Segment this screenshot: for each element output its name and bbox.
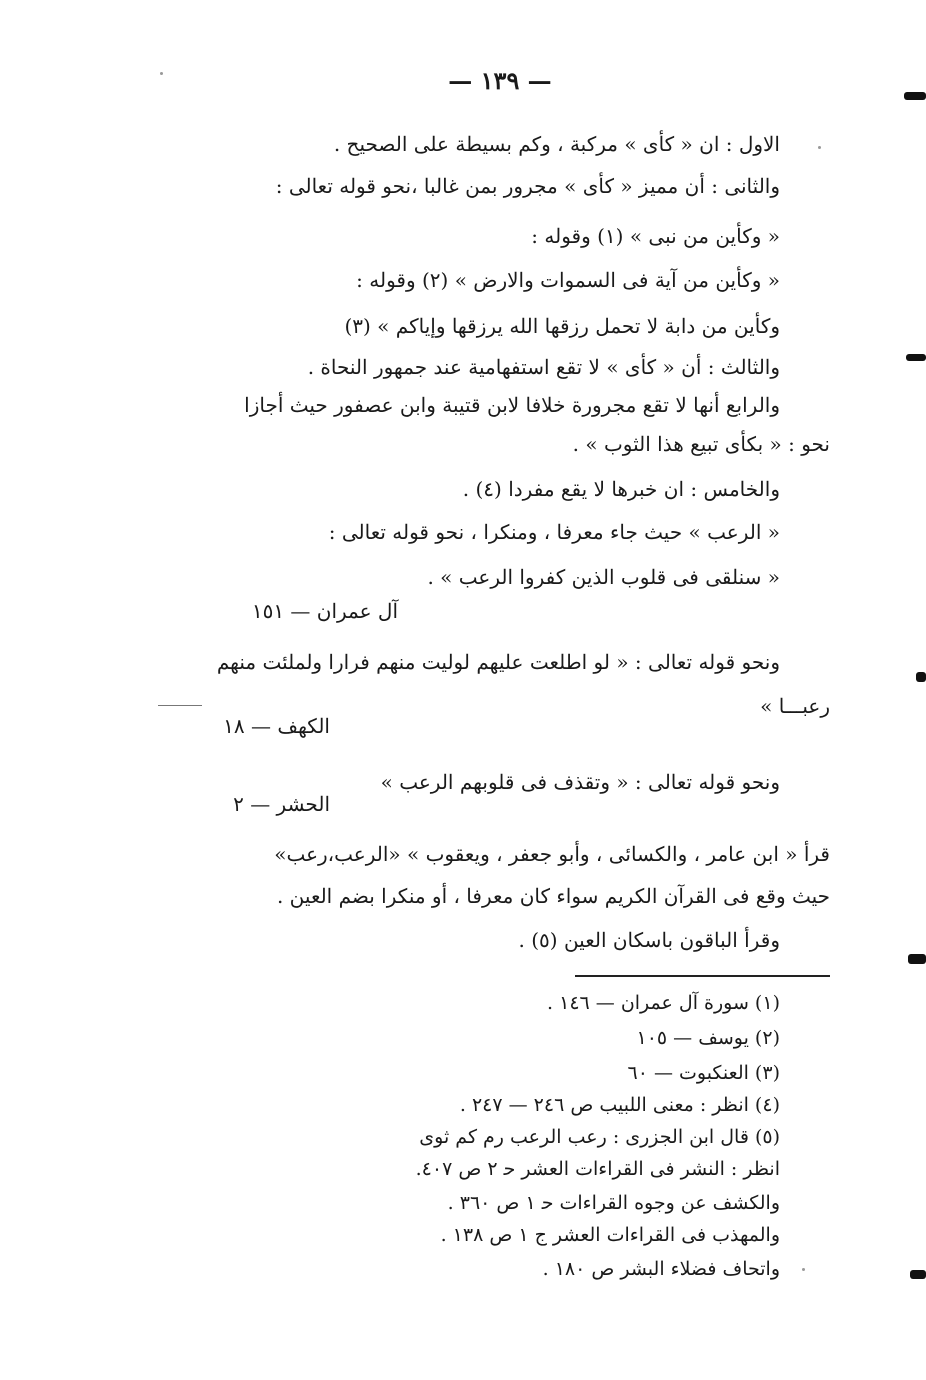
binding-mark <box>910 1270 926 1279</box>
surah-reference: آل عمران — ١٥١ <box>251 599 398 623</box>
scan-speck <box>160 72 163 75</box>
footnote: والكشف عن وجوه القراءات ﺣ ١ ص ٣٦٠ . <box>447 1192 780 1214</box>
body-line: حيث وقع فى القرآن الكريم سواء كان معرفا ، أو منكرا بضم العين . <box>276 884 830 908</box>
footnote: (٤) انظر : معنى اللبيب ص ٢٤٦ — ٢٤٧ . <box>459 1094 780 1116</box>
surah-reference: الحشر — ٢ <box>233 792 330 816</box>
body-line: « وكأين من نبى » (١) وقوله : <box>531 224 780 248</box>
footnote: (٢) يوسف — ١٠٥ <box>636 1027 780 1049</box>
binding-mark <box>904 92 926 100</box>
footnote: (٣) العنكبوت — ٦٠ <box>627 1062 780 1084</box>
body-line: قرأ « ابن عامر ، والكسائى ، وأبو جعفر ، ويعقوب » «الرعب،رعب» <box>274 842 830 866</box>
body-line: والخامس : ان خبرها لا يقع مفردا (٤) . <box>462 477 780 501</box>
scan-line <box>158 705 202 706</box>
page-number: — ١٣٩ — <box>448 66 552 95</box>
body-line: وكأين من دابة لا تحمل رزقها الله يرزقها وإياكم » (٣) <box>344 314 780 338</box>
body-line: « وكأين من آية فى السموات والارض » (٢) وقوله : <box>356 268 780 292</box>
footnote: واتحاف فضلاء البشر ص ١٨٠ . <box>542 1258 780 1280</box>
body-line: والرابع أنها لا تقع مجرورة خلافا لابن قتيبة وابن عصفور حيث أجازا <box>244 393 780 417</box>
body-line: رعبـــا » <box>760 694 830 718</box>
body-line: « سنلقى فى قلوب الذين كفروا الرعب » . <box>427 565 780 589</box>
body-line: والثانى : أن مميز « كأى » مجرور بمن غالبا ،نحو قوله تعالى : <box>275 174 780 198</box>
body-line: والثالث : أن « كأى » لا تقع استفهامية عند جمهور النحاة . <box>307 355 780 379</box>
footnote: والمهذب فى القراءات العشر ج ١ ص ١٣٨ . <box>440 1224 780 1246</box>
binding-mark <box>916 672 926 682</box>
body-line: ونحو قوله تعالى : « لو اطلعت عليهم لوليت منهم فرارا ولملئت منهم <box>216 650 780 674</box>
binding-mark <box>906 354 926 361</box>
footnote: (٥) قال ابن الجزرى : رعب الرعب رم كم ثوى <box>419 1126 780 1148</box>
body-line: الاول : ان « كأى » مركبة ، وكم بسيطة على الصحيح . <box>333 132 780 156</box>
footnote-separator <box>575 975 830 977</box>
binding-mark <box>908 954 926 964</box>
surah-reference: الكهف — ١٨ <box>223 714 330 738</box>
scan-speck <box>818 146 821 149</box>
body-line: نحو : « بكأى تبيع هذا الثوب » . <box>572 432 830 456</box>
footnote: (١) سورة آل عمران — ١٤٦ . <box>547 992 780 1014</box>
body-line: وقرأ الباقون باسكان العين (٥) . <box>518 928 780 952</box>
body-line: ونحو قوله تعالى : « وتقذف فى قلوبهم الرعب » <box>380 770 780 794</box>
body-line: « الرعب » حيث جاء معرفا ، ومنكرا ، نحو قوله تعالى : <box>328 520 780 544</box>
scan-speck <box>802 1268 805 1271</box>
footnote: انظر : النشر فى القراءات العشر ﺣ ٢ ص ٤٠٧. <box>415 1158 780 1180</box>
